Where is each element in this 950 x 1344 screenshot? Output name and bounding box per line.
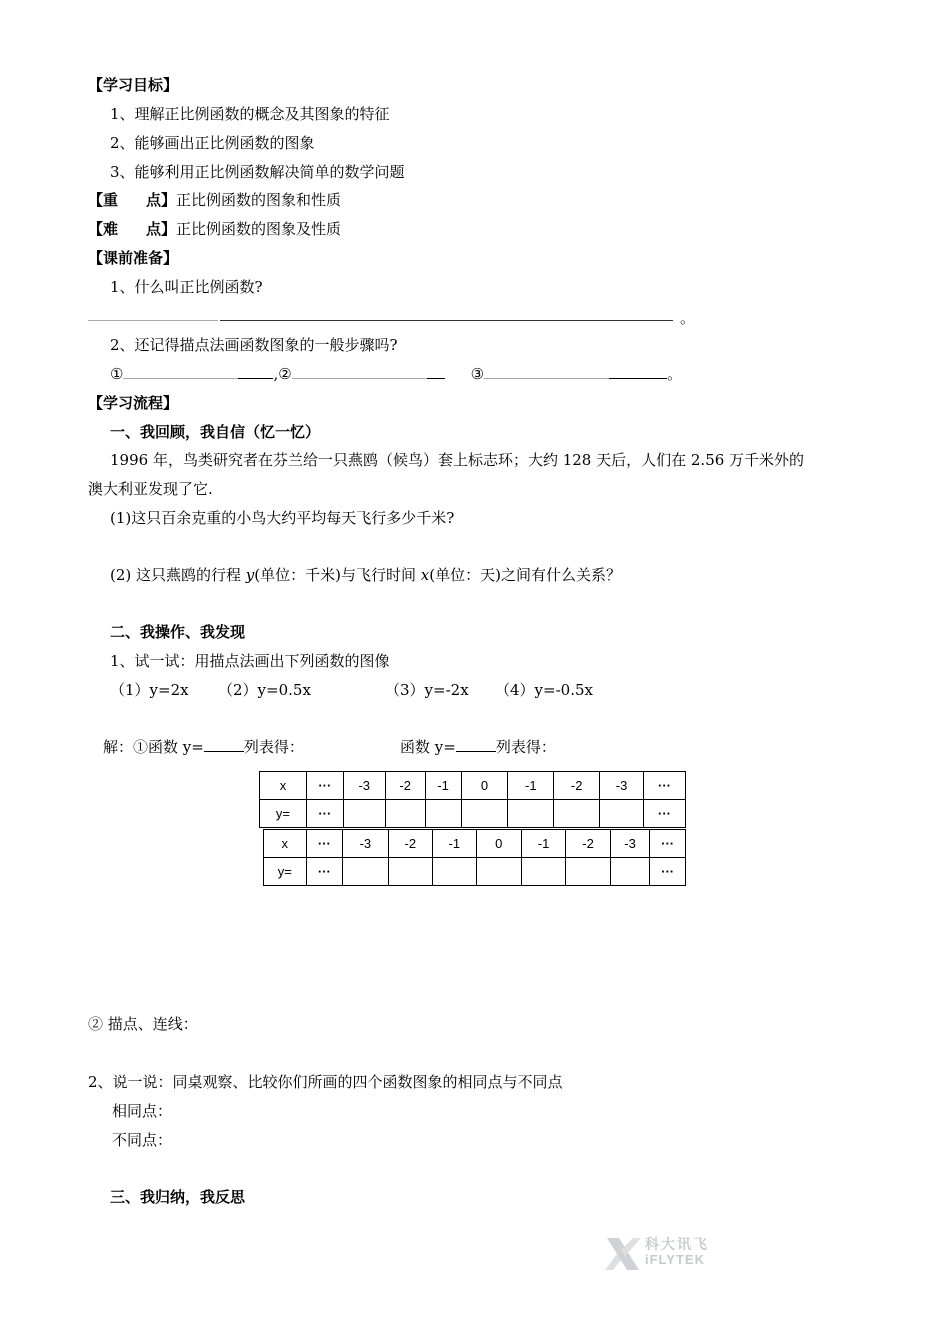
table-cell: y= bbox=[260, 800, 307, 828]
table-cell: -2 bbox=[385, 772, 425, 800]
q2-part-a: (2) 这只燕鸥的行程 bbox=[110, 566, 246, 584]
section-2-try: 1、试一试：用描点法画出下列函数的图像 bbox=[110, 652, 390, 670]
goal-item-1: 1、理解正比例函数的概念及其图象的特征 bbox=[110, 105, 390, 123]
key-point-label-b: 点】 bbox=[146, 191, 177, 209]
solution-d: 列表得： bbox=[495, 738, 556, 756]
step-end: 。 bbox=[667, 365, 683, 383]
logo-en: iFLYTEK bbox=[645, 1252, 705, 1267]
q2-var-x: x bbox=[420, 566, 430, 584]
step-2-blank-faint[interactable] bbox=[292, 364, 427, 379]
section-1-q2 bbox=[110, 565, 621, 585]
solution-line-2 bbox=[400, 737, 556, 757]
goal-item-3: 3、能够利用正比例函数解决简单的数学问题 bbox=[110, 163, 405, 181]
table-cell: -3 bbox=[343, 830, 388, 858]
difficult-point-label-a: 【难 bbox=[88, 220, 119, 238]
q2-part-c: (单位：天)之间有什么关系？ bbox=[429, 566, 621, 584]
key-point-text: 正比例函数的图象和性质 bbox=[176, 191, 342, 209]
table-input-cell[interactable] bbox=[476, 858, 521, 886]
value-table-2 bbox=[263, 829, 686, 886]
function-2: （2）y=0.5x bbox=[218, 681, 311, 699]
table-1-x-row bbox=[260, 772, 686, 800]
table-input-cell[interactable] bbox=[508, 800, 554, 828]
table-cell: ··· bbox=[644, 800, 686, 828]
step-3-blank[interactable] bbox=[609, 364, 667, 379]
step-1-blank-faint[interactable] bbox=[123, 364, 238, 379]
table-cell: -1 bbox=[425, 772, 461, 800]
table-input-cell[interactable] bbox=[461, 800, 508, 828]
logo-cn: 科大讯飞 bbox=[645, 1236, 709, 1252]
prep-heading: 【课前准备】 bbox=[88, 249, 179, 267]
answer-line[interactable] bbox=[220, 320, 673, 321]
prep-q2: 2、还记得描点法画函数图象的一般步骤吗? bbox=[110, 336, 398, 354]
table-input-cell[interactable] bbox=[343, 800, 385, 828]
iflytek-text bbox=[645, 1236, 709, 1268]
table-cell: -1 bbox=[521, 830, 565, 858]
table-input-cell[interactable] bbox=[433, 858, 476, 886]
iflytek-x-icon bbox=[603, 1234, 643, 1274]
goals-heading: 【学习目标】 bbox=[88, 76, 179, 94]
value-table-1 bbox=[259, 771, 686, 828]
difficult-point-label-b: 点】 bbox=[146, 220, 177, 238]
prep-q1: 1、什么叫正比例函数? bbox=[110, 278, 263, 296]
section-1-para-1: 1996 年，鸟类研究者在芬兰给一只燕鸥（候鸟）套上标志环；大约 128 天后，人们在 2.56 万千米外的 bbox=[110, 451, 805, 469]
table-cell: 0 bbox=[476, 830, 521, 858]
table-input-cell[interactable] bbox=[385, 800, 425, 828]
table-cell: 0 bbox=[461, 772, 508, 800]
table-cell: y= bbox=[264, 858, 307, 886]
difficult-point-text: 正比例函数的图象及性质 bbox=[176, 220, 342, 238]
table-input-cell[interactable] bbox=[425, 800, 461, 828]
function-4: （4）y=-0.5x bbox=[495, 681, 593, 699]
table-cell: ··· bbox=[306, 800, 343, 828]
solution-line-1 bbox=[103, 737, 304, 757]
key-point-label-a: 【重 bbox=[88, 191, 119, 209]
same-label: 相同点： bbox=[112, 1102, 173, 1120]
step-1-blank[interactable] bbox=[238, 364, 273, 379]
table-input-cell[interactable] bbox=[388, 858, 432, 886]
table-2-x-row bbox=[264, 830, 686, 858]
function-3: （3）y=-2x bbox=[385, 681, 469, 699]
key-point bbox=[88, 190, 341, 210]
table-cell: -1 bbox=[508, 772, 554, 800]
diff-label: 不同点： bbox=[112, 1131, 173, 1149]
table-input-cell[interactable] bbox=[343, 858, 388, 886]
table-cell: ··· bbox=[650, 858, 686, 886]
table-cell: -3 bbox=[610, 830, 650, 858]
table-1-y-row bbox=[260, 800, 686, 828]
step-2-blank[interactable] bbox=[427, 364, 445, 379]
table-cell: ··· bbox=[650, 830, 686, 858]
step-3-marker: ③ bbox=[470, 365, 485, 383]
difficult-point bbox=[88, 219, 341, 239]
flow-heading: 【学习流程】 bbox=[88, 394, 179, 412]
table-input-cell[interactable] bbox=[554, 800, 600, 828]
section-1-title: 一、我回顾，我自信（忆一忆） bbox=[110, 423, 321, 441]
table-2-y-row bbox=[264, 858, 686, 886]
solution-blank-1[interactable] bbox=[204, 737, 244, 752]
q2-var-y: y bbox=[245, 566, 255, 584]
solution-c: 函数 y= bbox=[400, 738, 456, 756]
table-cell: -2 bbox=[554, 772, 600, 800]
table-cell: x bbox=[264, 830, 307, 858]
table-input-cell[interactable] bbox=[610, 858, 650, 886]
table-cell: -2 bbox=[566, 830, 610, 858]
section-1-q1: (1)这只百余克重的小鸟大约平均每天飞行多少千米? bbox=[110, 509, 455, 527]
answer-line-faint[interactable] bbox=[88, 320, 218, 321]
solution-a: 解：①函数 y= bbox=[103, 738, 204, 756]
table-input-cell[interactable] bbox=[566, 858, 610, 886]
section-3-title: 三、我归纳，我反思 bbox=[110, 1188, 246, 1206]
step-3-blank-faint[interactable] bbox=[484, 364, 609, 379]
q2-part-b: (单位：千米)与飞行时间 bbox=[254, 566, 421, 584]
table-cell: ··· bbox=[306, 858, 343, 886]
table-cell: ··· bbox=[306, 772, 343, 800]
goal-item-2: 2、能够画出正比例函数的图象 bbox=[110, 134, 315, 152]
table-cell: -2 bbox=[388, 830, 432, 858]
prep-steps bbox=[110, 364, 682, 384]
table-cell: ··· bbox=[306, 830, 343, 858]
table-input-cell[interactable] bbox=[600, 800, 644, 828]
function-1: （1）y=2x bbox=[110, 681, 189, 699]
section-1-para-2: 澳大利亚发现了它. bbox=[88, 480, 213, 498]
step-1-marker: ① bbox=[110, 365, 124, 383]
solution-blank-2[interactable] bbox=[456, 737, 496, 752]
say-instruction: 2、说一说：同桌观察、比较你们所画的四个函数图象的相同点与不同点 bbox=[88, 1073, 563, 1091]
step-2-marker: ,② bbox=[273, 365, 292, 383]
plot-instruction: ② 描点、连线： bbox=[88, 1015, 198, 1033]
table-cell: -3 bbox=[343, 772, 385, 800]
solution-b: 列表得： bbox=[243, 738, 304, 756]
section-2-title: 二、我操作、我发现 bbox=[110, 623, 246, 641]
table-cell: x bbox=[260, 772, 307, 800]
table-cell: -1 bbox=[433, 830, 476, 858]
table-cell: ··· bbox=[644, 772, 686, 800]
iflytek-logo bbox=[603, 1234, 723, 1274]
prep-q1-end: 。 bbox=[680, 309, 696, 327]
table-input-cell[interactable] bbox=[521, 858, 565, 886]
table-cell: -3 bbox=[600, 772, 644, 800]
